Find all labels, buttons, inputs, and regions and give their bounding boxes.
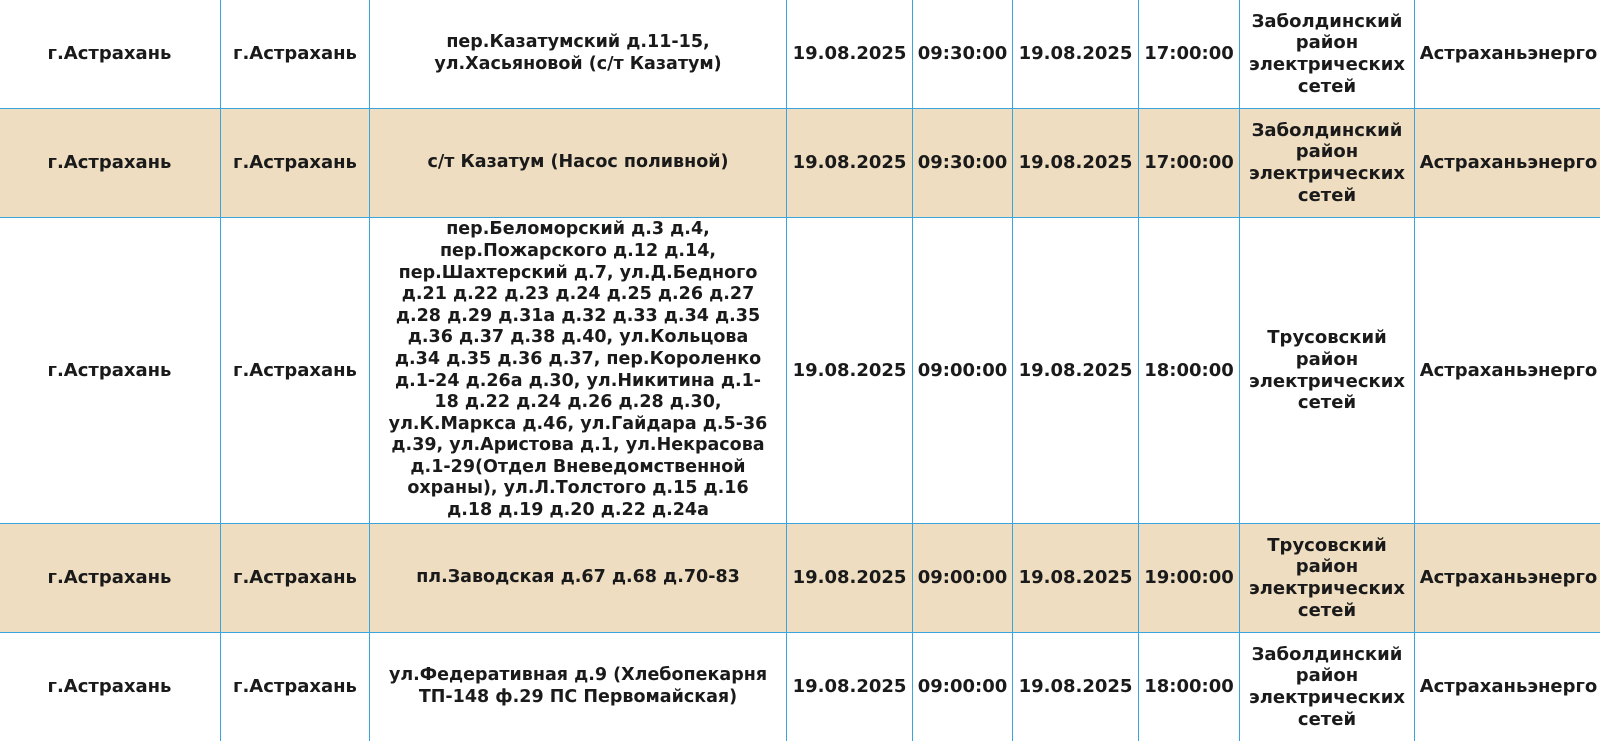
start-time-cell: 09:30:00 bbox=[913, 0, 1013, 109]
region-cell: г.Астрахань bbox=[0, 218, 221, 524]
start-time-cell: 09:30:00 bbox=[913, 109, 1013, 218]
region-cell: г.Астрахань bbox=[0, 109, 221, 218]
start-time-cell: 09:00:00 bbox=[913, 524, 1013, 633]
organization-cell: Астраханьэнерго bbox=[1415, 0, 1600, 109]
district-cell: Заболдинский район электрических сетей bbox=[1240, 633, 1415, 741]
address-cell: пер.Беломорский д.3 д.4, пер.Пожарского д.12 д.14, пер.Шахтерский д.7, ул.Д.Бедного д.21 д.22 д.23 д.24 д.25 д.26 д.27 д.28 д.29 д.31а д.32 д.33 д.34 д.35 д.36 д.37 д.38 д.40, ул.Кольцова д.34 д.35 д.36 д.37, пер.Короленко д.1-24 д.26а д.30, ул.Никитина д.1-18 д.22 д.24 д.26 д.28 д.30, ул.К.Маркса д.46, ул.Гайдара д.5-36 д.39, ул.Аристова д.1, ул.Некрасова д.1-29(Отдел Вневедомственной охраны), ул.Л.Толстого д.15 д.16 д.18 д.19 д.20 д.22 д.24а bbox=[370, 218, 787, 524]
district-cell: Трусовский район электрических сетей bbox=[1240, 524, 1415, 633]
table-row bbox=[0, 633, 1600, 741]
district-cell: Заболдинский район электрических сетей bbox=[1240, 109, 1415, 218]
address-cell: пер.Казатумский д.11-15, ул.Хасьяновой (с/т Казатум) bbox=[370, 0, 787, 109]
start-date-cell: 19.08.2025 bbox=[787, 0, 913, 109]
end-date-cell: 19.08.2025 bbox=[1013, 633, 1139, 741]
locality-cell: г.Астрахань bbox=[221, 524, 370, 633]
end-date-cell: 19.08.2025 bbox=[1013, 524, 1139, 633]
organization-cell: Астраханьэнерго bbox=[1415, 524, 1600, 633]
address-cell: пл.Заводская д.67 д.68 д.70-83 bbox=[370, 524, 787, 633]
start-date-cell: 19.08.2025 bbox=[787, 524, 913, 633]
end-time-cell: 19:00:00 bbox=[1139, 524, 1240, 633]
region-cell: г.Астрахань bbox=[0, 524, 221, 633]
end-time-cell: 17:00:00 bbox=[1139, 0, 1240, 109]
end-time-cell: 18:00:00 bbox=[1139, 218, 1240, 524]
end-time-cell: 18:00:00 bbox=[1139, 633, 1240, 741]
district-cell: Заболдинский район электрических сетей bbox=[1240, 0, 1415, 109]
locality-cell: г.Астрахань bbox=[221, 218, 370, 524]
start-time-cell: 09:00:00 bbox=[913, 633, 1013, 741]
locality-cell: г.Астрахань bbox=[221, 109, 370, 218]
start-time-cell: 09:00:00 bbox=[913, 218, 1013, 524]
end-date-cell: 19.08.2025 bbox=[1013, 0, 1139, 109]
start-date-cell: 19.08.2025 bbox=[787, 633, 913, 741]
address-cell: ул.Федеративная д.9 (Хлебопекарня ТП-148 ф.29 ПС Первомайская) bbox=[370, 633, 787, 741]
end-time-cell: 17:00:00 bbox=[1139, 109, 1240, 218]
district-cell: Трусовский район электрических сетей bbox=[1240, 218, 1415, 524]
region-cell: г.Астрахань bbox=[0, 0, 221, 109]
address-cell: с/т Казатум (Насос поливной) bbox=[370, 109, 787, 218]
organization-cell: Астраханьэнерго bbox=[1415, 633, 1600, 741]
start-date-cell: 19.08.2025 bbox=[787, 218, 913, 524]
organization-cell: Астраханьэнерго bbox=[1415, 218, 1600, 524]
end-date-cell: 19.08.2025 bbox=[1013, 218, 1139, 524]
locality-cell: г.Астрахань bbox=[221, 633, 370, 741]
locality-cell: г.Астрахань bbox=[221, 0, 370, 109]
table-row bbox=[0, 0, 1600, 109]
table-row bbox=[0, 524, 1600, 633]
region-cell: г.Астрахань bbox=[0, 633, 221, 741]
start-date-cell: 19.08.2025 bbox=[787, 109, 913, 218]
organization-cell: Астраханьэнерго bbox=[1415, 109, 1600, 218]
end-date-cell: 19.08.2025 bbox=[1013, 109, 1139, 218]
table-row bbox=[0, 109, 1600, 218]
table-row bbox=[0, 218, 1600, 524]
